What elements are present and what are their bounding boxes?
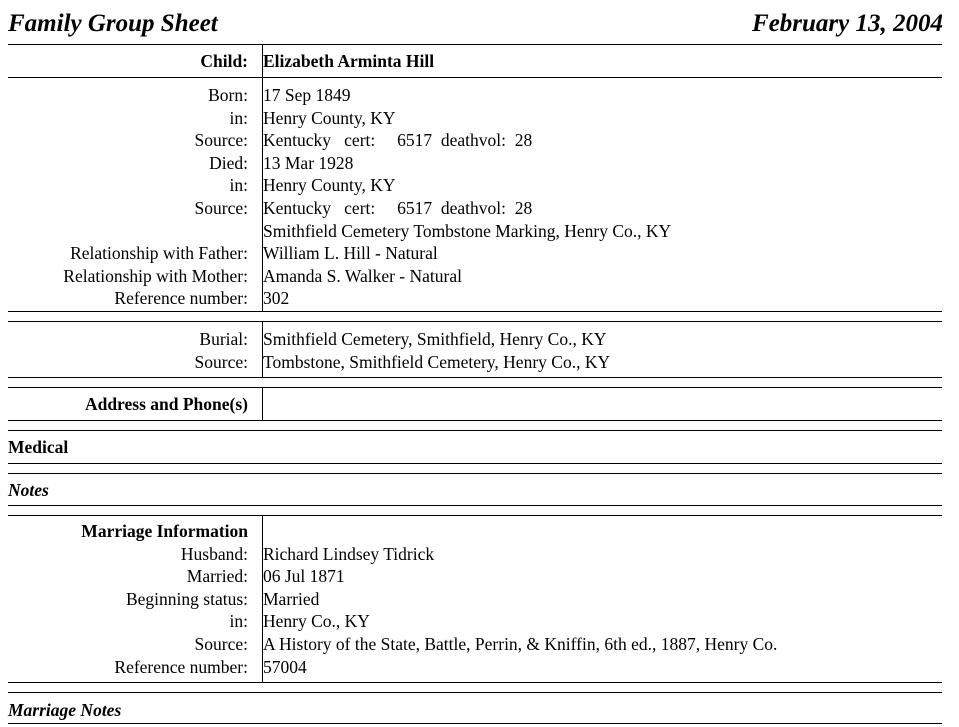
divider bbox=[8, 692, 942, 693]
marriage-row bbox=[8, 656, 942, 679]
marriage-row bbox=[8, 588, 942, 611]
marriage-value: Married bbox=[263, 588, 320, 609]
divider bbox=[8, 430, 942, 431]
marriage-row bbox=[8, 610, 942, 633]
event-row bbox=[8, 220, 942, 243]
event-label bbox=[8, 220, 255, 243]
medical-heading: Medical bbox=[8, 437, 69, 457]
divider bbox=[8, 44, 942, 45]
event-row bbox=[8, 152, 942, 175]
divider bbox=[8, 77, 942, 78]
event-value: Kentucky cert: 6517 deathvol: 28 bbox=[263, 130, 533, 151]
event-row bbox=[8, 287, 942, 310]
divider bbox=[8, 723, 942, 724]
marriage-label: Source: bbox=[194, 633, 248, 654]
event-label: in: bbox=[229, 175, 248, 196]
event-row bbox=[8, 107, 942, 130]
event-value: Smithfield Cemetery Tombstone Marking, Henry Co., KY bbox=[263, 220, 672, 241]
burial-value: Tombstone, Smithfield Cemetery, Henry Co., KY bbox=[263, 351, 611, 372]
event-value: Henry County, KY bbox=[263, 107, 396, 128]
child-name: Elizabeth Arminta Hill bbox=[263, 51, 435, 71]
address-section bbox=[8, 393, 942, 416]
burial-row bbox=[8, 328, 942, 351]
event-value: 13 Mar 1928 bbox=[263, 152, 354, 173]
marriage-label: Reference number: bbox=[114, 656, 248, 677]
address-label: Address and Phone(s) bbox=[84, 394, 248, 414]
marriage-label: in: bbox=[229, 611, 248, 632]
event-value: 302 bbox=[263, 288, 290, 309]
divider bbox=[8, 377, 942, 378]
event-row bbox=[8, 242, 942, 265]
burial-value: Smithfield Cemetery, Smithfield, Henry Co., KY bbox=[263, 329, 607, 349]
divider bbox=[8, 515, 942, 516]
marriage-label: Husband: bbox=[180, 543, 248, 564]
event-label: Died: bbox=[209, 152, 248, 173]
marriage-row bbox=[8, 633, 942, 656]
divider bbox=[8, 387, 942, 388]
event-row bbox=[8, 129, 942, 152]
marriage-value: Richard Lindsey Tidrick bbox=[263, 543, 435, 564]
events-section bbox=[8, 84, 942, 310]
event-row bbox=[8, 174, 942, 197]
marriage-heading: Marriage Information bbox=[81, 521, 248, 541]
divider bbox=[8, 505, 942, 506]
marriage-label: Beginning status: bbox=[125, 588, 248, 609]
burial-row bbox=[8, 351, 942, 374]
marriage-row bbox=[8, 565, 942, 588]
burial-label: Source: bbox=[194, 351, 248, 372]
divider bbox=[8, 463, 942, 464]
event-label: Source: bbox=[194, 130, 248, 151]
divider bbox=[8, 682, 942, 683]
marriage-notes-heading: Marriage Notes bbox=[8, 700, 122, 720]
event-value: Kentucky cert: 6517 deathvol: 28 bbox=[263, 197, 533, 218]
event-label: Born: bbox=[208, 85, 248, 105]
event-value: Amanda S. Walker - Natural bbox=[263, 265, 462, 286]
report-date: February 13, 2004 bbox=[752, 10, 943, 37]
child-row bbox=[8, 50, 942, 73]
event-row bbox=[8, 84, 942, 107]
event-value: 17 Sep 1849 bbox=[263, 85, 351, 105]
marriage-value: 06 Jul 1871 bbox=[263, 566, 345, 587]
notes-heading: Notes bbox=[8, 480, 49, 500]
event-value: Henry County, KY bbox=[263, 175, 396, 196]
burial-label: Burial: bbox=[199, 329, 248, 349]
event-label: Relationship with Mother: bbox=[63, 265, 248, 286]
event-label: in: bbox=[229, 107, 248, 128]
event-row bbox=[8, 265, 942, 288]
divider bbox=[8, 473, 942, 474]
marriage-value: 57004 bbox=[263, 656, 307, 677]
marriage-value: Henry Co., KY bbox=[263, 611, 370, 632]
marriage-section bbox=[8, 520, 942, 678]
marriage-value: A History of the State, Battle, Perrin, & Kniffin, 6th ed., 1887, Henry Co. bbox=[263, 633, 778, 654]
divider bbox=[8, 420, 942, 421]
event-label: Source: bbox=[194, 197, 248, 218]
marriage-row bbox=[8, 543, 942, 566]
event-value: William L. Hill - Natural bbox=[263, 243, 438, 264]
marriage-label: Married: bbox=[186, 566, 248, 587]
divider bbox=[8, 321, 942, 322]
event-row bbox=[8, 197, 942, 220]
page-title: Family Group Sheet bbox=[8, 10, 218, 37]
child-label: Child: bbox=[200, 51, 248, 71]
burial-section bbox=[8, 328, 942, 373]
event-label: Relationship with Father: bbox=[70, 243, 248, 264]
divider bbox=[8, 311, 942, 312]
event-label: Reference number: bbox=[114, 288, 248, 309]
